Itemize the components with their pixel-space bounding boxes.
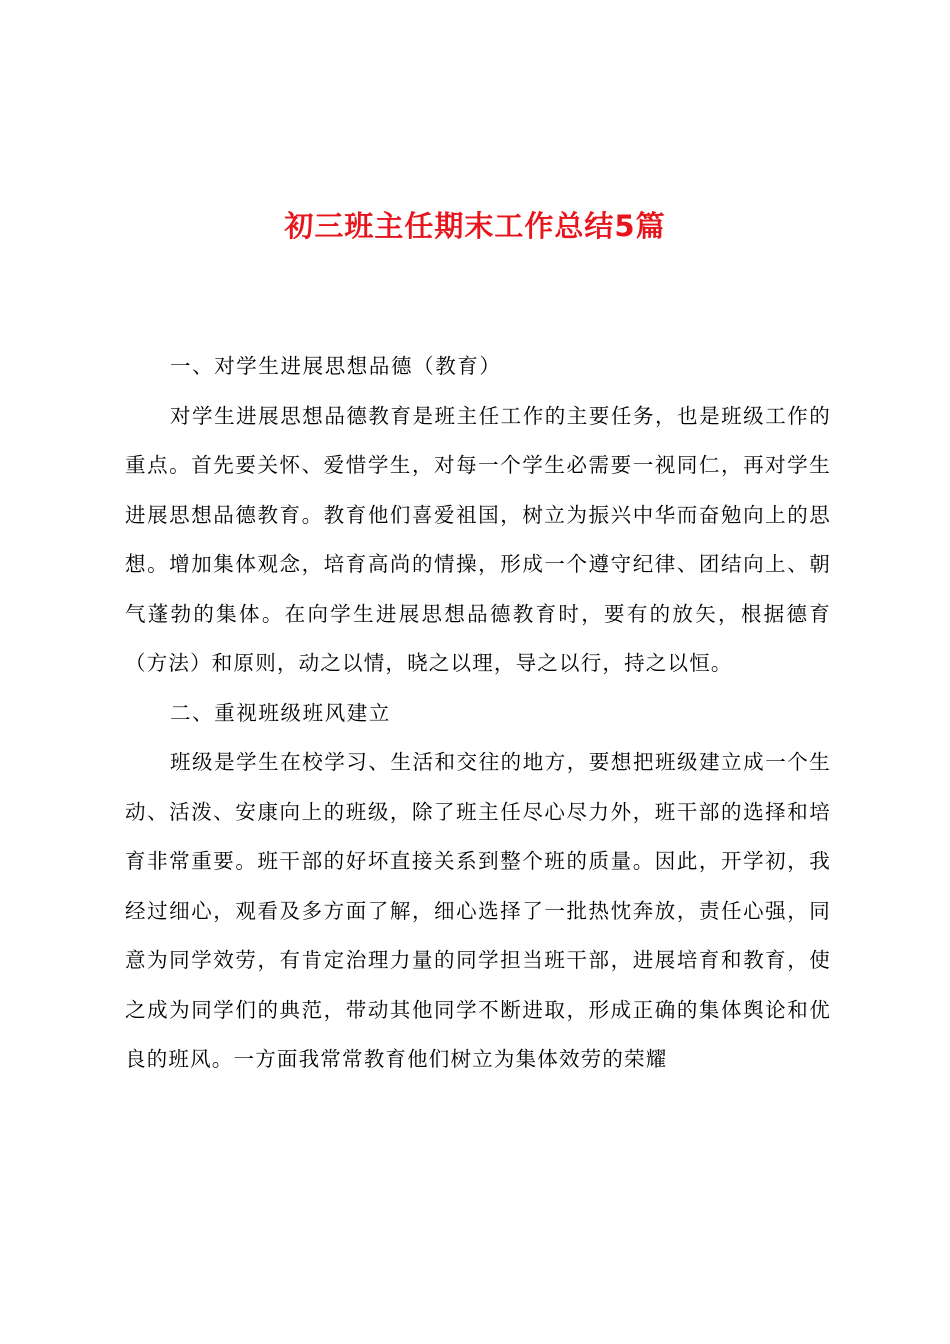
section-paragraph-2: 班级是学生在校学习、生活和交往的地方，要想把班级建立成一个生动、活泼、安康向上的班级，除了班主任尽心尽力外，班干部的选择和培育非常重要。班干部的好坏直接关系到整个班的质量。因此，开学初，我经过细心，观看及多方面了解，细心选择了一批热忱奔放，责任心强，同意为同学效劳，有肯定治理力量的同学担当班干部，进展培育和教育，使之成为同学们的典范，带动其他同学不断进取，形成正确的集体舆论和优良的班风。一方面我常常教育他们树立为集体效劳的荣耀 bbox=[125, 750, 831, 1071]
section-heading-2: 二、重视班级班风建立 bbox=[170, 700, 391, 725]
section-paragraph-1: 对学生进展思想品德教育是班主任工作的主要任务，也是班级工作的重点。首先要关怀、爱惜学生，对每一个学生必需要一视同仁，再对学生进展思想品德教育。教育他们喜爱祖国，树立为振兴中华而奋勉向上的思想。增加集体观念，培育高尚的情操，形成一个遵守纪律、团结向上、朝气蓬勃的集体。在向学生进展思想品德教育时，要有的放矢，根据德育（方法）和原则，动之以情，晓之以理，导之以行，持之以恒。 bbox=[125, 403, 831, 675]
section-heading-1: 一、对学生进展思想品德（教育） bbox=[170, 354, 502, 378]
document-title: 初三班主任期末工作总结5篇 bbox=[284, 209, 666, 243]
document-body bbox=[125, 342, 831, 1085]
